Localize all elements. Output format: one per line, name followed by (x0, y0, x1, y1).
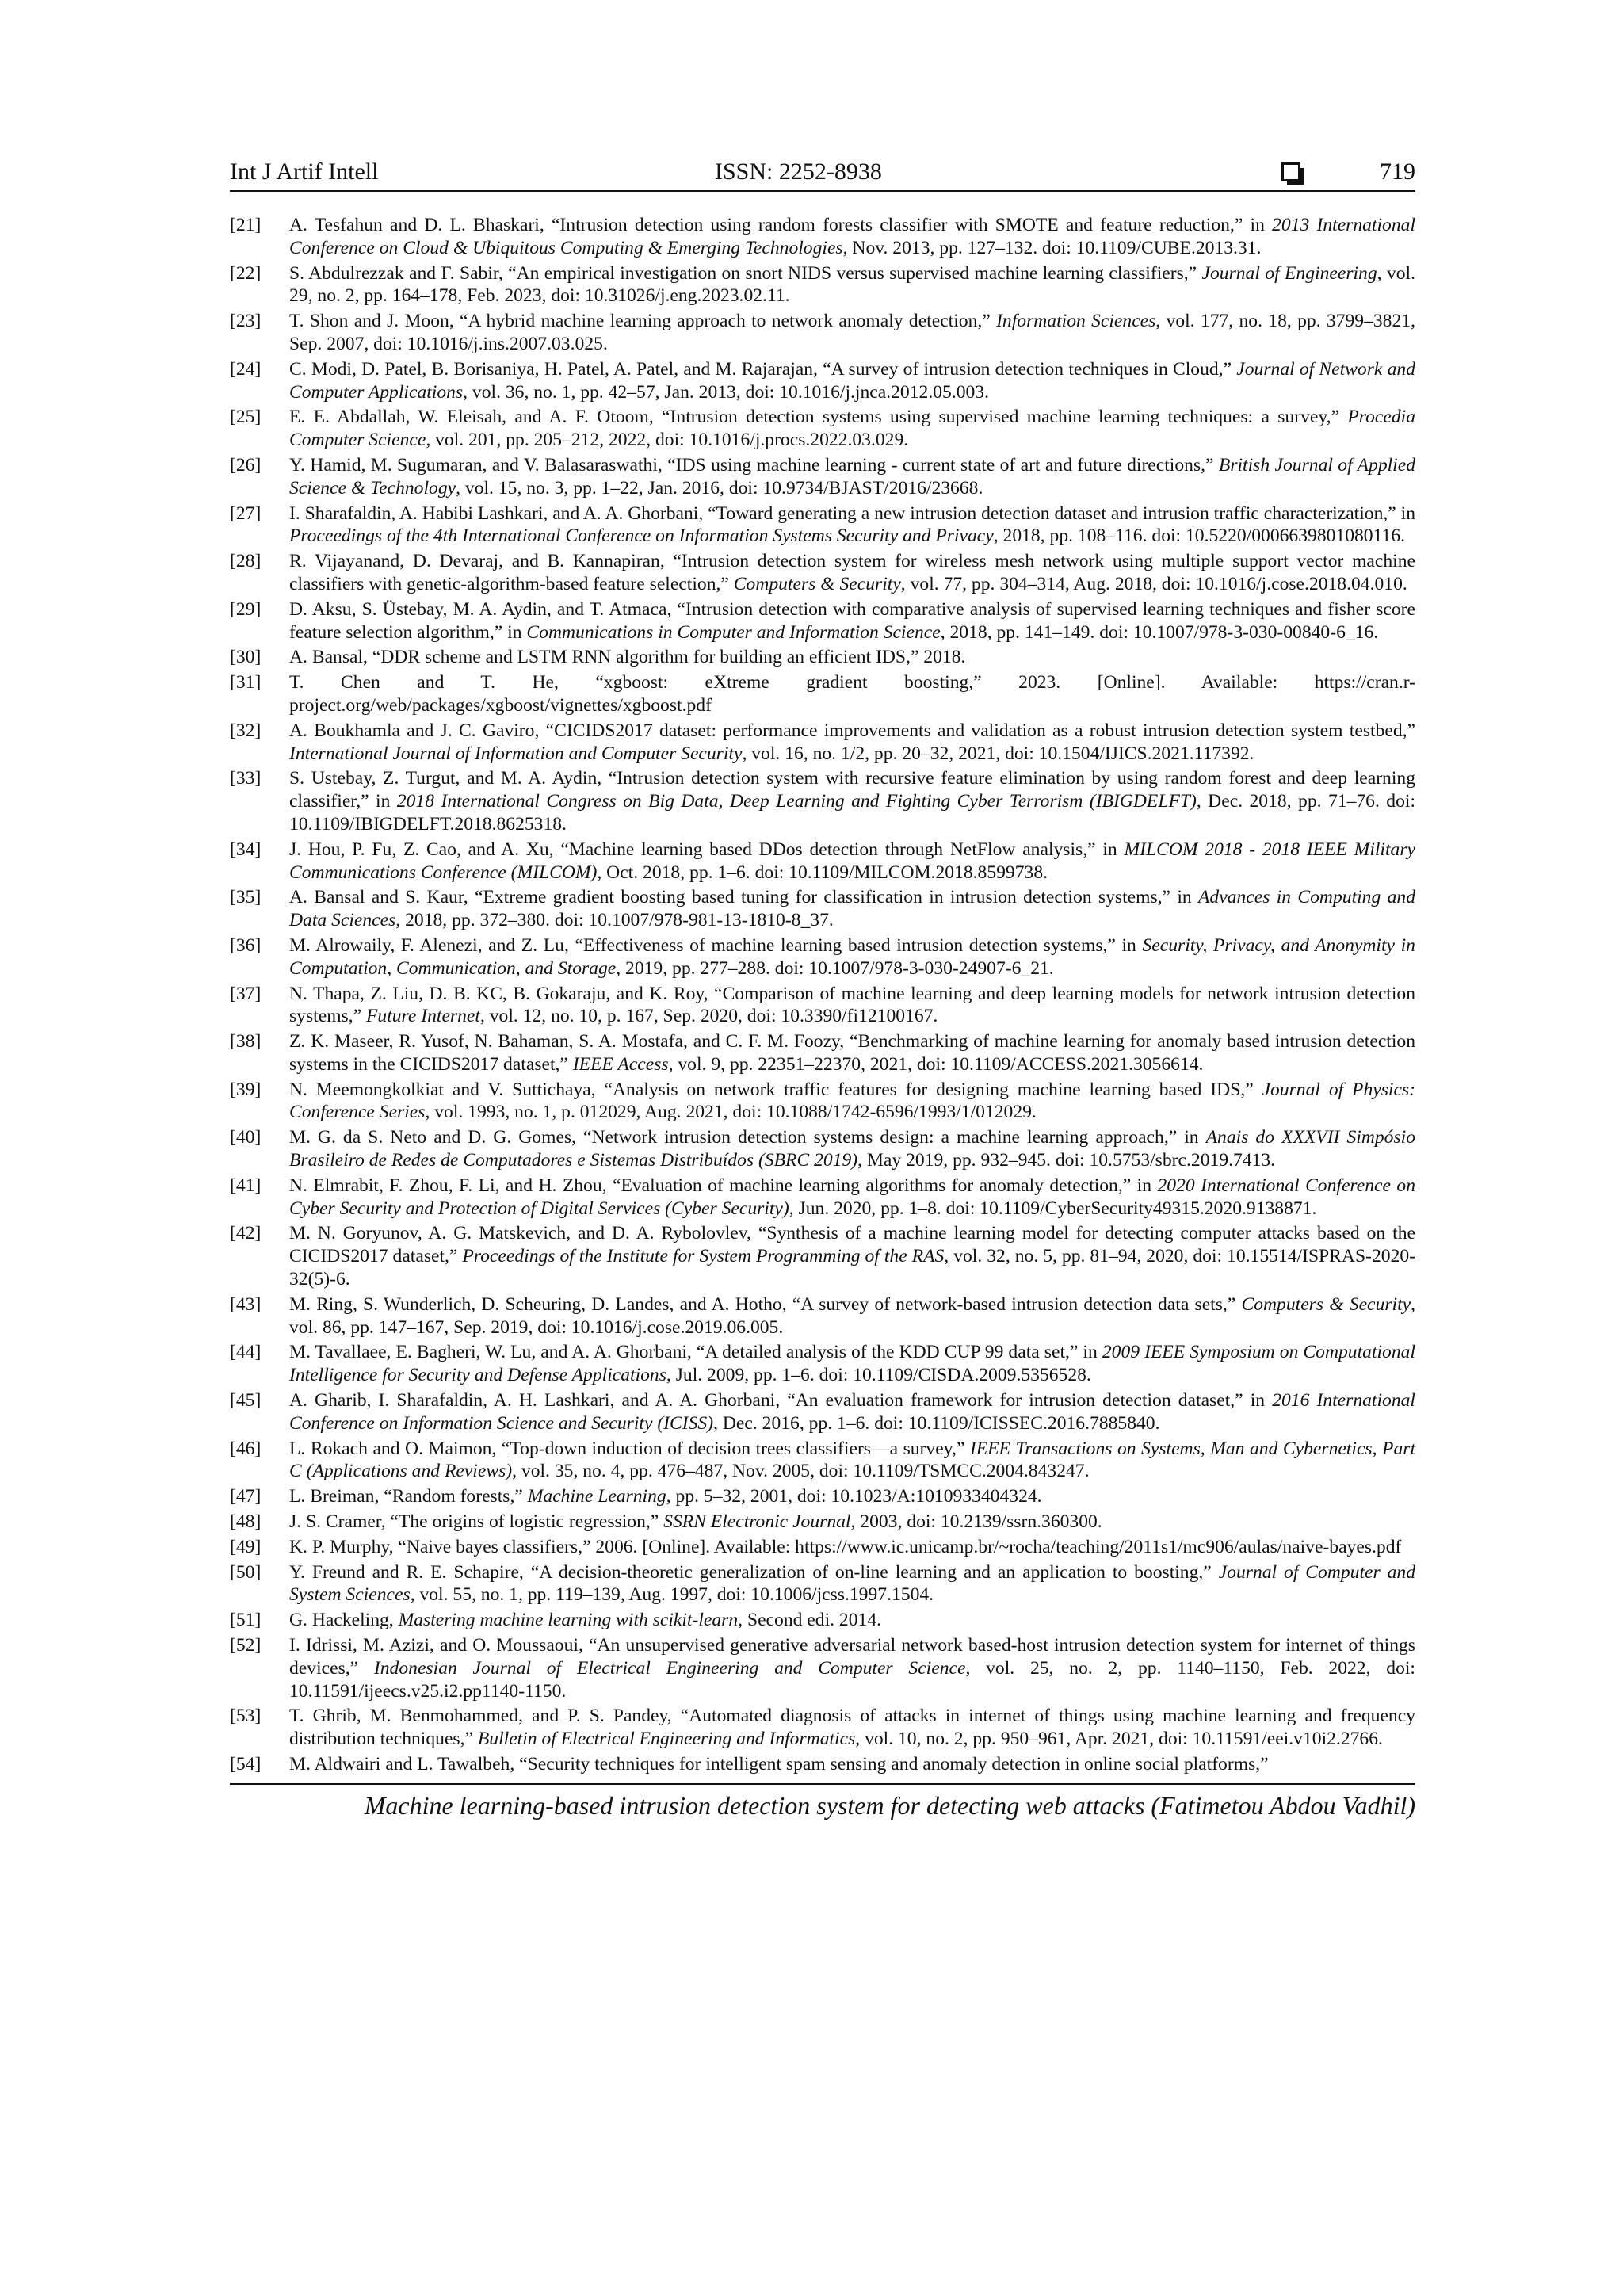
reference-number: [25] (230, 407, 262, 428)
reference-venue: Journal of Network and Computer Applications (289, 358, 1415, 403)
reference-number: [43] (230, 1293, 262, 1315)
reference-number: [32] (230, 720, 262, 741)
reference-details: , vol. 16, no. 1/2, pp. 20–32, 2021, doi: 10.1504/IJICS.2021.117392. (742, 743, 1254, 764)
reference-number: [44] (230, 1342, 262, 1363)
reference-number: [23] (230, 311, 262, 332)
reference-text: A. Bansal and S. Kaur, “Extreme gradient boosting based tuning for classification in intrusion detection systems,” in (289, 887, 1198, 908)
reference-text: Y. Hamid, M. Sugumaran, and V. Balasaraswathi, “IDS using machine learning - current state of art and future directions,” (289, 454, 1219, 476)
reference-text: T. Ghrib, M. Benmohammed, and P. S. Pandey, “Automated diagnosis of attacks in internet of things using machine learning and frequency distribution techniques,” (289, 1706, 1415, 1750)
reference-number: [26] (230, 454, 262, 476)
reference-text: R. Vijayanand, D. Devaraj, and B. Kannapiran, “Intrusion detection system for wireless mesh network using multiple support vector machine classifiers with genetic-algorithm-based feature selection,” (289, 551, 1415, 594)
reference-item (230, 358, 1415, 404)
reference-venue: Proceedings of the Institute for System Programming of the RAS (462, 1246, 945, 1267)
reference-item (230, 1634, 1415, 1702)
reference-item (230, 1609, 1415, 1632)
journal-name: Int J Artif Intell (230, 159, 379, 185)
reference-details: , vol. 15, no. 3, pp. 1–22, Jan. 2016, doi: 10.9734/BJAST/2016/23668. (456, 477, 983, 499)
reference-text: J. S. Cramer, “The origins of logistic regression,” (289, 1511, 664, 1533)
reference-number: [22] (230, 262, 262, 284)
reference-item (230, 767, 1415, 835)
reference-text: M. Alrowaily, F. Alenezi, and Z. Lu, “Effectiveness of machine learning based intrusion detection systems,” in (289, 934, 1143, 956)
reference-venue: Proceedings of the 4th International Conference on Information Systems Security and Privacy (289, 525, 994, 547)
reference-text: S. Ustebay, Z. Turgut, and M. A. Aydin, “Intrusion detection system with recursive feature elimination by using random forest and deep learning classifier,” in (289, 768, 1415, 812)
reference-text: N. Elmrabit, F. Zhou, F. Li, and H. Zhou, “Evaluation of machine learning algorithms for anomaly detection,” in (289, 1175, 1158, 1196)
reference-text: E. E. Abdallah, W. Eleisah, and A. F. Otoom, “Intrusion detection systems using supervised machine learning techniques: a survey,” (289, 407, 1348, 428)
reference-details: , Second edi. 2014. (738, 1610, 882, 1631)
reference-item (230, 983, 1415, 1029)
reference-venue: Mastering machine learning with scikit-learn (398, 1610, 739, 1631)
reference-item (230, 550, 1415, 596)
reference-venue: IEEE Transactions on Systems, Man and Cybernetics, Part C (Applications and Reviews) (289, 1438, 1415, 1482)
reference-details: , pp. 5–32, 2001, doi: 10.1023/A:1010933404324. (666, 1486, 1042, 1507)
reference-text: Y. Freund and R. E. Schapire, “A decision-theoretic generalization of on-line learning and an application to boosting,” (289, 1561, 1219, 1583)
reference-text: A. Gharib, I. Sharafaldin, A. H. Lashkari, and A. A. Ghorbani, “An evaluation framework for intrusion detection dataset,” in (289, 1390, 1273, 1412)
reference-details: , Nov. 2013, pp. 127–132. doi: 10.1109/CUBE.2013.31. (842, 237, 1262, 258)
running-header (230, 153, 1415, 191)
reference-text: N. Meemongkolkiat and V. Suttichaya, “Analysis on network traffic features for designing machine learning based IDS,” (289, 1079, 1262, 1100)
reference-details: , vol. 77, pp. 304–314, Aug. 2018, doi: 10.1016/j.cose.2018.04.010. (900, 573, 1407, 594)
reference-item (230, 502, 1415, 548)
reference-details: , vol. 35, no. 4, pp. 476–487, Nov. 2005, doi: 10.1109/TSMCC.2004.843247. (512, 1461, 1090, 1482)
reference-details: , vol. 10, no. 2, pp. 950–961, Apr. 2021, doi: 10.11591/eei.v10i2.2766. (855, 1729, 1383, 1750)
reference-number: [33] (230, 768, 262, 789)
reference-item (230, 720, 1415, 766)
reference-details: , vol. 32, no. 5, pp. 81–94, 2020, doi: 10.15514/ISPRAS-2020-32(5)-6. (289, 1246, 1415, 1290)
reference-venue: MILCOM 2018 - 2018 IEEE Military Communications Conference (MILCOM) (289, 839, 1415, 883)
reference-item (230, 1341, 1415, 1387)
reference-number: [39] (230, 1079, 262, 1100)
reference-item (230, 310, 1415, 356)
reference-item (230, 886, 1415, 932)
reference-item (230, 1753, 1415, 1776)
reference-number: [42] (230, 1223, 262, 1244)
reference-details: , vol. 9, pp. 22351–22370, 2021, doi: 10.1109/ACCESS.2021.3056614. (668, 1053, 1204, 1075)
reference-text: M. Ring, S. Wunderlich, D. Scheuring, D. Landes, and A. Hotho, “A survey of network-based intrusion detection data sets,” (289, 1293, 1242, 1315)
reference-item (230, 1030, 1415, 1076)
reference-number: [21] (230, 215, 262, 235)
reference-number: [51] (230, 1610, 262, 1631)
reference-number: [30] (230, 647, 262, 668)
reference-details: , Jun. 2020, pp. 1–8. doi: 10.1109/CyberSecurity49315.2020.9138871. (789, 1198, 1317, 1219)
reference-number: [54] (230, 1754, 262, 1775)
reference-venue: 2016 International Conference on Information Science and Security (ICISS) (289, 1390, 1415, 1434)
reference-text: K. P. Murphy, “Naive bayes classifiers,” 2006. [Online]. Available: https://www.ic.unicamp.br/~rocha/teaching/2011s1/mc906/aulas/naive-bayes.pdf (289, 1536, 1402, 1557)
reference-details: , Oct. 2018, pp. 1–6. doi: 10.1109/MILCOM.2018.8599738. (597, 861, 1048, 883)
reference-item (230, 1485, 1415, 1508)
reference-number: [37] (230, 983, 262, 1004)
reference-text: A. Boukhamla and J. C. Gaviro, “CICIDS2017 dataset: performance improvements and validation as a robust intrusion detection system testbed,” (289, 720, 1415, 741)
reference-details: , 2018, pp. 141–149. doi: 10.1007/978-3-030-00840-6_16. (940, 621, 1379, 643)
reference-venue: SSRN Electronic Journal (663, 1511, 851, 1533)
running-footer: Machine learning-based intrusion detection system for detecting web attacks (Fatimetou Abdou Vadhil) (364, 1791, 1415, 1820)
reference-text: S. Abdulrezzak and F. Sabir, “An empirical investigation on snort NIDS versus supervised machine learning classifiers,” (289, 262, 1202, 284)
reference-number: [41] (230, 1175, 262, 1196)
page-number: 719 (1380, 159, 1415, 185)
reference-text: C. Modi, D. Patel, B. Borisaniya, H. Patel, A. Patel, and M. Rajarajan, “A survey of intrusion detection techniques in Cloud,” (289, 358, 1237, 380)
reference-details: , vol. 29, no. 2, pp. 164–178, Feb. 2023, doi: 10.31026/j.eng.2023.02.11. (289, 262, 1415, 307)
reference-item (230, 646, 1415, 669)
reference-text: Z. K. Maseer, R. Yusof, N. Bahaman, S. A. Mostafa, and C. F. M. Foozy, “Benchmarking of machine learning for anomaly based intrusion detection systems in the CICIDS2017 dataset,” (289, 1031, 1415, 1075)
footer-rule (230, 1783, 1415, 1785)
reference-number: [31] (230, 672, 262, 693)
reference-venue: Computers & Security (1241, 1293, 1411, 1315)
reference-details: , vol. 86, pp. 147–167, Sep. 2019, doi: 10.1016/j.cose.2019.06.005. (289, 1293, 1415, 1338)
reference-venue: 2020 International Conference on Cyber Security and Protection of Digital Services (Cyber Security) (289, 1175, 1415, 1219)
reference-item (230, 262, 1415, 308)
reference-venue: Bulletin of Electrical Engineering and Informatics (477, 1729, 856, 1750)
reference-item (230, 454, 1415, 500)
reference-item (230, 1705, 1415, 1751)
reference-item (230, 1126, 1415, 1172)
reference-venue: Journal of Physics: Conference Series (289, 1079, 1415, 1123)
reference-number: [53] (230, 1706, 262, 1727)
reference-text: A. Tesfahun and D. L. Bhaskari, “Intrusion detection using random forests classifier with SMOTE and feature reduction,” in (289, 215, 1273, 235)
reference-details: , May 2019, pp. 932–945. doi: 10.5753/sbrc.2019.7413. (857, 1150, 1276, 1171)
reference-item (230, 598, 1415, 644)
reference-item (230, 1438, 1415, 1484)
reference-venue: 2013 International Conference on Cloud & Ubiquitous Computing & Emerging Technologies (289, 215, 1415, 258)
reference-text: M. N. Goryunov, A. G. Matskevich, and D. A. Rybolovlev, “Synthesis of a machine learning model for detecting computer attacks based on the CICIDS2017 dataset,” (289, 1223, 1415, 1267)
square-icon (1281, 162, 1300, 181)
reference-text: L. Rokach and O. Maimon, “Top-down induction of decision trees classifiers—a survey,” (289, 1438, 970, 1459)
reference-details: , Dec. 2016, pp. 1–6. doi: 10.1109/ICISSEC.2016.7885840. (713, 1412, 1160, 1434)
reference-venue: Journal of Engineering (1201, 262, 1377, 284)
reference-text: I. Idrissi, M. Azizi, and O. Moussaoui, “An unsupervised generative adversarial network based-host intrusion detection system for internet of things devices,” (289, 1635, 1415, 1679)
reference-details: , 2003, doi: 10.2139/ssrn.360300. (850, 1511, 1102, 1533)
reference-details: , 2019, pp. 277–288. doi: 10.1007/978-3-030-24907-6_21. (616, 957, 1054, 979)
reference-number: [50] (230, 1561, 262, 1583)
reference-details: , vol. 1993, no. 1, p. 012029, Aug. 2021, doi: 10.1088/1742-6596/1993/1/012029. (425, 1102, 1037, 1123)
reference-item (230, 1293, 1415, 1339)
reference-text: M. G. da S. Neto and D. G. Gomes, “Network intrusion detection systems design: a machine learning approach,” in (289, 1127, 1206, 1148)
reference-number: [24] (230, 358, 262, 380)
reference-item (230, 1079, 1415, 1125)
reference-venue: Future Internet (366, 1006, 480, 1027)
reference-venue: Journal of Computer and System Sciences (289, 1561, 1415, 1606)
reference-text: J. Hou, P. Fu, Z. Cao, and A. Xu, “Machine learning based DDos detection through NetFlow analysis,” in (289, 839, 1125, 860)
reference-number: [49] (230, 1536, 262, 1557)
header-rule (230, 190, 1415, 192)
reference-venue: Machine Learning (527, 1486, 666, 1507)
reference-item (230, 671, 1415, 717)
reference-venue: IEEE Access (572, 1053, 669, 1075)
reference-item (230, 1511, 1415, 1534)
reference-item (230, 1389, 1415, 1435)
reference-text: G. Hackeling, (289, 1610, 399, 1631)
reference-number: [27] (230, 502, 262, 524)
reference-venue: 2009 IEEE Symposium on Computational Intelligence for Security and Defense Applications (289, 1342, 1415, 1386)
reference-details: , vol. 25, no. 2, pp. 1140–1150, Feb. 2022, doi: 10.11591/ijeecs.v25.i2.pp1140-1150. (289, 1657, 1415, 1702)
reference-details: , 2018, pp. 108–116. doi: 10.5220/0006639801080116. (993, 525, 1406, 547)
reference-text: T. Chen and T. He, “xgboost: eXtreme gradient boosting,” 2023. [Online]. Available: https://cran.r-project.org/web/packages/xgboost/vignettes/xgboost.pdf (289, 672, 1415, 716)
reference-venue: 2018 International Congress on Big Data, Deep Learning and Fighting Cyber Terrorism (IBIGDELFT) (396, 791, 1197, 812)
reference-number: [47] (230, 1486, 262, 1507)
reference-text: L. Breiman, “Random forests,” (289, 1486, 528, 1507)
reference-item (230, 1561, 1415, 1607)
reference-item (230, 934, 1415, 980)
reference-details: , vol. 55, no. 1, pp. 119–139, Aug. 1997, doi: 10.1006/jcss.1997.1504. (410, 1584, 934, 1606)
reference-item (230, 214, 1415, 260)
reference-item (230, 1222, 1415, 1290)
reference-item (230, 1175, 1415, 1221)
reference-number: [45] (230, 1390, 262, 1412)
reference-details: , Jul. 2009, pp. 1–6. doi: 10.1109/CISDA.2009.5356528. (666, 1365, 1091, 1386)
reference-number: [34] (230, 839, 262, 860)
reference-item (230, 1536, 1415, 1559)
reference-list (230, 214, 1415, 1778)
reference-venue: Security, Privacy, and Anonymity in Computation, Communication, and Storage (289, 934, 1415, 979)
reference-number: [52] (230, 1635, 262, 1656)
reference-item (230, 406, 1415, 452)
reference-number: [38] (230, 1031, 262, 1052)
reference-venue: Communications in Computer and Information Science (526, 621, 941, 643)
reference-venue: Computers & Security (733, 573, 901, 594)
reference-details: , vol. 201, pp. 205–212, 2022, doi: 10.1016/j.procs.2022.03.029. (426, 430, 909, 451)
reference-text: M. Aldwairi and L. Tawalbeh, “Security techniques for intelligent spam sensing and anomaly detection in online social platforms,” (289, 1754, 1269, 1775)
reference-venue: Information Sciences (996, 311, 1156, 332)
reference-venue: Advances in Computing and Data Sciences (289, 887, 1415, 931)
reference-number: [40] (230, 1127, 262, 1148)
reference-text: I. Sharafaldin, A. Habibi Lashkari, and A. A. Ghorbani, “Toward generating a new intrusion detection dataset and intrusion traffic characterization,” in (289, 502, 1415, 524)
reference-number: [29] (230, 598, 262, 620)
reference-item (230, 839, 1415, 884)
reference-text: A. Bansal, “DDR scheme and LSTM RNN algorithm for building an efficient IDS,” 2018. (289, 647, 966, 668)
reference-venue: International Journal of Information and Computer Security (289, 743, 743, 764)
reference-details: , vol. 36, no. 1, pp. 42–57, Jan. 2013, doi: 10.1016/j.jnca.2012.05.003. (463, 381, 989, 403)
reference-venue: Procedia Computer Science (289, 407, 1415, 451)
reference-number: [35] (230, 887, 262, 908)
issn: ISSN: 2252-8938 (715, 159, 882, 185)
reference-details: , 2018, pp. 372–380. doi: 10.1007/978-981-13-1810-8_37. (395, 910, 834, 931)
reference-number: [46] (230, 1438, 262, 1459)
reference-venue: Anais do XXXVII Simpósio Brasileiro de Redes de Computadores e Sistemas Distribuídos (SBRC 2019) (289, 1127, 1415, 1171)
reference-number: [28] (230, 551, 262, 572)
reference-text: M. Tavallaee, E. Bagheri, W. Lu, and A. A. Ghorbani, “A detailed analysis of the KDD CUP 99 data set,” in (289, 1342, 1102, 1363)
reference-text: T. Shon and J. Moon, “A hybrid machine learning approach to network anomaly detection,” (289, 311, 997, 332)
reference-number: [48] (230, 1511, 262, 1533)
reference-text: D. Aksu, S. Üstebay, M. A. Aydin, and T. Atmaca, “Intrusion detection with comparative analysis of supervised learning techniques and fisher score feature selection algorithm,” in (289, 598, 1415, 643)
reference-text: N. Thapa, Z. Liu, D. B. KC, B. Gokaraju, and K. Roy, “Comparison of machine learning and deep learning models for network intrusion detection systems,” (289, 983, 1415, 1027)
reference-details: , vol. 177, no. 18, pp. 3799–3821, Sep. 2007, doi: 10.1016/j.ins.2007.03.025. (289, 311, 1415, 354)
reference-details: , vol. 12, no. 10, p. 167, Sep. 2020, doi: 10.3390/fi12100167. (479, 1006, 938, 1027)
reference-venue: Indonesian Journal of Electrical Engineering and Computer Science (373, 1657, 966, 1679)
reference-details: , Dec. 2018, pp. 71–76. doi: 10.1109/IBIGDELFT.2018.8625318. (289, 791, 1416, 835)
reference-number: [36] (230, 934, 262, 956)
reference-venue: British Journal of Applied Science & Technology (289, 454, 1416, 499)
